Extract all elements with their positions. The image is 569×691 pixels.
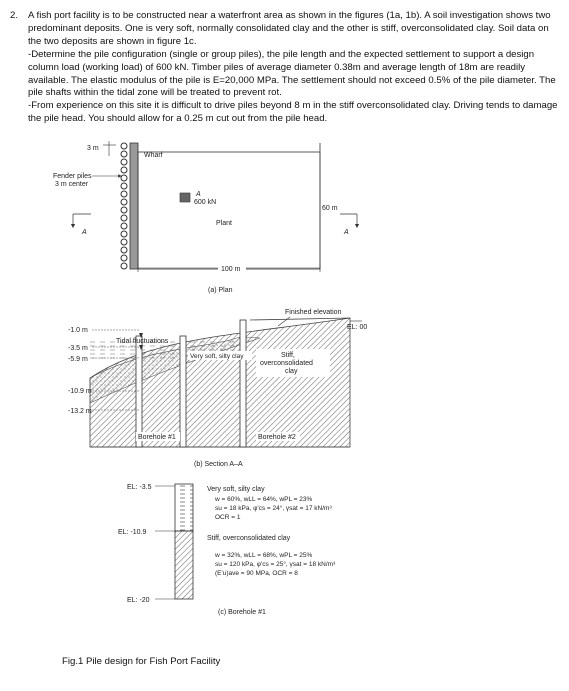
plan-caption: (a) Plan [208,287,233,294]
very-soft-label: Very soft, silty clay [190,353,244,360]
borehole-el-c: EL: -20 [127,597,150,604]
section-pile-2 [180,336,186,447]
fender-piles [121,143,127,269]
soft-prop-3: OCR = 1 [215,514,241,521]
plant-outline [138,152,320,269]
section-marker-right: A [344,229,349,236]
wharf-strip [130,143,138,269]
load-symbol: A [196,191,201,198]
soft-clay-title: Very soft, silty clay [207,486,265,493]
figure-caption: Fig.1 Pile design for Fish Port Facility [62,656,221,667]
tidal-label: Tidal fluctuations [116,338,169,345]
section-marker-left: A [82,229,87,236]
borehole-caption: (c) Borehole #1 [218,609,266,616]
load-value: 600 kN [194,199,217,206]
plant-label: Plant [216,220,232,227]
elev-1: -1.0 m [68,327,88,334]
problem-paragraph-2: -Determine the pile configuration (single or group piles), the pile length and the expected settlement to support a design column load (working load) of 600 kN. Timber piles of average diameter 0.38m and average length of 18m are readily available. The elastic modulus of the pile is E=20,000 MPa. The settlement should not exceed 0.5% of the pile diameter. The pile shafts within the tidal zone will be treated to prevent rot. [28,48,556,99]
figure-area [0,140,569,686]
soft-prop-2: su = 18 kPa, φ'cs = 24°, γsat = 17 kN/m³ [215,505,332,512]
soft-prop-1: w = 60%, wLL = 64%, wPL = 23% [215,496,313,503]
stiff-prop-1: w = 32%, wLL = 68%, wPL = 25% [215,552,313,559]
problem-paragraph-1: A fish port facility is to be constructed near a waterfront area as shown in the figures (1a, 1b). A soil investigation shows two predominant deposits. One is very soft, normally consolidated clay and the other is stiff, overconsolidated clay. Soil data on the two deposits are shown in figure 1c. [28,10,551,47]
pile-design-figure [0,140,569,686]
problem-statement [10,10,558,126]
stiff-label-2: overconsolidated [260,360,313,367]
borehole-el-a: EL: -3.5 [127,484,152,491]
borehole-view [118,484,336,616]
stiff-prop-3: (E'u)ave = 90 MPa, OCR = 8 [215,570,298,577]
borehole2-label: Borehole #2 [258,434,296,441]
plan-dim-100m: 100 m [221,266,241,273]
stiff-label-1: Stiff, [281,352,295,359]
section-caption: (b) Section A–A [194,461,243,468]
elev-4: -10.9 m [68,388,92,395]
borehole1-label: Borehole #1 [138,434,176,441]
fender-label-1: Fender piles [53,173,92,180]
borehole-el-b: EL: -10.9 [118,529,147,536]
load-square [180,193,190,202]
finished-elevation-label: Finished elevation [285,309,342,316]
elev-2: -3.5 m [68,345,88,352]
section-view [68,309,367,468]
stiff-prop-2: su = 120 kPa, φ'cs = 25°, γsat = 18 kN/m³ [215,561,336,568]
fender-label-2: 3 m center [55,181,89,188]
elev-3: -5.9 m [68,356,88,363]
elev-5: -13.2 m [68,408,92,415]
stiff-clay-title: Stiff, overconsolidated clay [207,535,291,542]
problem-number: 2. [10,10,19,21]
section-pile-3 [240,320,246,447]
section-pile-1 [136,336,142,447]
el-top-label: EL: 00 [347,324,368,331]
plan-view [53,141,357,294]
wharf-label: Wharf [144,152,163,159]
plan-dim-60m: 60 m [322,205,338,212]
stiff-label-3: clay [285,368,298,375]
borehole-stiff-layer [175,531,193,599]
problem-paragraph-3: -From experience on this site it is difficult to drive piles beyond 8 m in the stiff overconsolidated clay. Driving tends to damage the pile head. You should allow for a 0.25 m cut out from the pile head. [28,100,558,125]
plan-dim-3m: 3 m [87,145,99,152]
borehole-soft-layer [175,484,193,531]
